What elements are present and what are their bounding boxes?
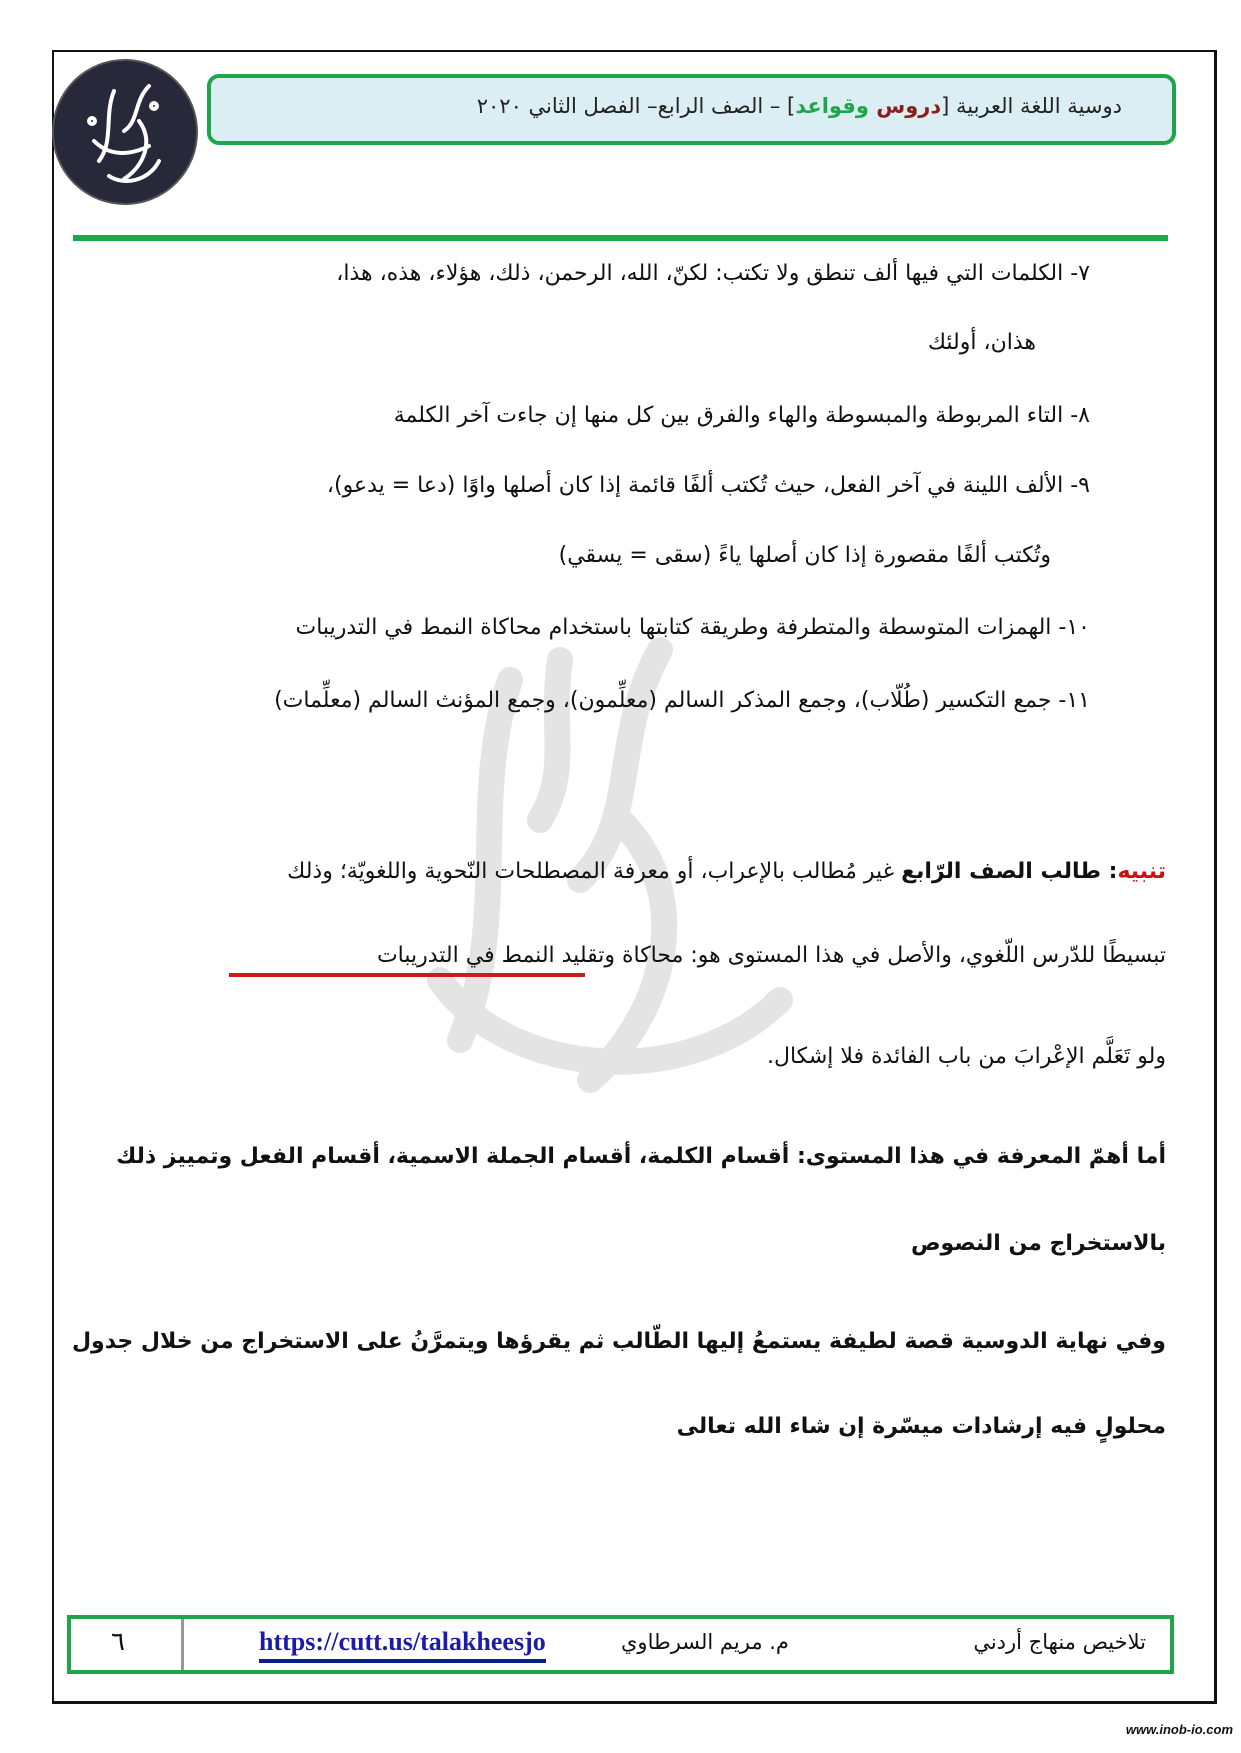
header-banner (207, 74, 1176, 145)
footer-link[interactable]: https://cutt.us/talakheesjo (259, 1627, 546, 1663)
list-item-8: ٨- التاء المربوطة والمبسوطة والهاء والفرق بين كل منها إن جاءت آخر الكلمة (393, 403, 1090, 428)
footer-brand: تلاخيص منهاج أردني (973, 1630, 1146, 1654)
calligraphy-logo-icon (54, 61, 196, 203)
page-number: ٦ (111, 1627, 125, 1657)
footer-bar (67, 1615, 1174, 1674)
ending-line-1: وفي نهاية الدوسية قصة لطيفة يستمعُ إليها الطّالب ثم يقرؤها ويتمرَّنُ على الاستخراج من خلال جدول (71, 1329, 1166, 1354)
document-title: دوسية اللغة العربية [دروس وقواعد] – الصف الرابع– الفصل الثاني ٢٠٢٠ (476, 94, 1122, 118)
brand-logo (52, 59, 198, 205)
note-label: تنبيه (1117, 859, 1166, 884)
emphasized-phrase: محاكاة وتقليد النمط في التدريبات (376, 943, 684, 968)
list-item-9-cont: وتُكتب ألفًا مقصورة إذا كان أصلها ياءً (سقى = يسقي) (558, 543, 1051, 568)
knowledge-line-2: بالاستخراج من النصوص (910, 1231, 1166, 1256)
note-line-3: ولو تَعَلَّم الإعْرابَ من باب الفائدة فلا إشكال. (767, 1044, 1166, 1069)
list-item-11: ١١- جمع التكسير (طُلّاب)، وجمع المذكر السالم (معلِّمون)، وجمع المؤنث السالم (معلِّمات) (274, 688, 1090, 713)
red-underline (229, 973, 585, 977)
title-lessons: دروس (876, 94, 942, 118)
knowledge-line-1: أما أهمّ المعرفة في هذا المستوى: أقسام الكلمة، أقسام الجملة الاسمية، أقسام الفعل وتمييز ذلك (116, 1144, 1166, 1169)
footer-author: م. مريم السرطاوي (621, 1630, 789, 1654)
note-line-1: تنبيه: طالب الصف الرّابع غير مُطالب بالإعراب، أو معرفة المصطلحات النّحوية واللغويّة؛ وذلك (287, 859, 1166, 884)
list-item-7: ٧- الكلمات التي فيها ألف تنطق ولا تكتب: لكنّ، الله، الرحمن، ذلك، هؤلاء، هذه، هذا، (336, 261, 1090, 286)
title-rules: قواعد (795, 94, 856, 118)
list-item-7-cont: هذان، أولئك (927, 330, 1036, 355)
header-divider (73, 235, 1168, 241)
note-line-2: تبسيطًا للدّرس اللّغوي، والأصل في هذا المستوى هو: محاكاة وتقليد النمط في التدريبات (376, 943, 1166, 968)
list-item-10: ١٠- الهمزات المتوسطة والمتطرفة وطريقة كتابتها باستخدام محاكاة النمط في التدريبات (295, 615, 1090, 640)
footer-divider (181, 1619, 184, 1670)
site-watermark: www.inob-io.com (1125, 1722, 1233, 1737)
ending-line-2: محلولٍ فيه إرشادات ميسّرة إن شاء الله تعالى (676, 1414, 1166, 1439)
list-item-9: ٩- الألف اللينة في آخر الفعل، حيث تُكتب ألفًا قائمة إذا كان أصلها واوًا (دعا = يدعو)، (326, 473, 1090, 498)
